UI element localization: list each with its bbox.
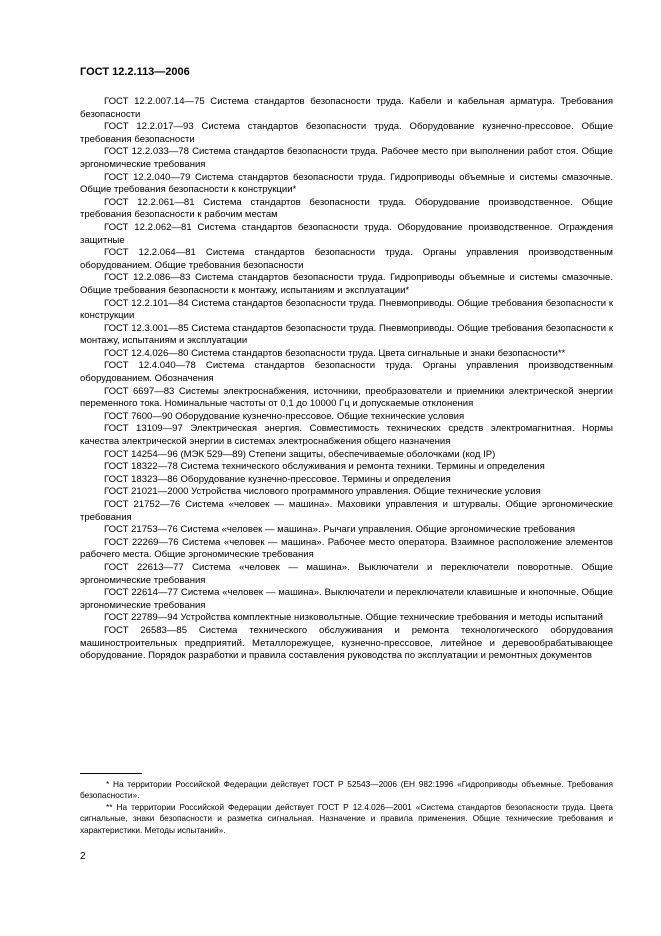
list-item: ГОСТ 12.4.040—78 Система стандартов безопасности труда. Органы управления производственным оборудованием. Обозначения — [80, 360, 613, 385]
footnote-divider — [80, 773, 142, 774]
footnote: * На территории Российской Федерации действует ГОСТ Р 52543—2006 (ЕН 982:1996 «Гидроприводы объемные. Требования безопасности». — [80, 779, 613, 801]
list-item: ГОСТ 12.2.086—83 Система стандартов безопасности труда. Гидроприводы объемные и системы смазочные. Общие требования безопасности к монтажу, испытаниям и эксплуатации* — [80, 272, 613, 296]
list-item: ГОСТ 21753—76 Система «человек — машина». Рычаги управления. Общие эргономические требования — [104, 524, 576, 536]
list-item: ГОСТ 22614—77 Система «человек — машина». Выключатели и переключатели клавишные и кнопочные. Общие эргономические требования — [80, 587, 613, 611]
document-header: ГОСТ 12.2.113—2006 — [80, 66, 190, 78]
list-item: ГОСТ 21021—2000 Устройства числового программного управления. Общие технические условия — [104, 486, 541, 498]
list-item: ГОСТ 12.2.017—93 Система стандартов безопасности труда. Оборудование кузнечно-прессовое. Общие требования безопасности — [80, 121, 613, 145]
list-item: ГОСТ 21752—76 Система «человек — машина». Маховики управления и штурвалы. Общие эргономические требования — [80, 499, 613, 523]
list-item: ГОСТ 22613—77 Система «человек — машина». Выключатели и переключатели поворотные. Общие эргономические требования — [80, 561, 613, 586]
list-item: ГОСТ 7600—90 Оборудование кузнечно-прессовое. Общие технические условия — [104, 410, 465, 422]
list-item: ГОСТ 12.2.033—78 Система стандартов безопасности труда. Рабочее место при выполнении работ стоя. Общие эргономические требования — [80, 146, 613, 170]
list-item: ГОСТ 18323—86 Оборудование кузнечно-прессовое. Термины и определения — [104, 473, 451, 485]
list-item: ГОСТ 22269—76 Система «человек — машина». Рабочее место оператора. Взаимное расположение элементов рабочего места. Общие эргономические требования — [80, 536, 613, 561]
page-number: 2 — [80, 851, 86, 862]
list-item: ГОСТ 22789—94 Устройства комплектные низковольтные. Общие технические требования и методы испытаний — [104, 612, 603, 624]
list-item: ГОСТ 12.2.007.14—75 Система стандартов безопасности труда. Кабели и кабельная арматура. Требования безопасности — [80, 96, 613, 120]
list-item: ГОСТ 6697—83 Системы электроснабжения, источники, преобразователи и приемники электрической энергии переменного тока. Номинальные частоты от 0,1 до 10000 Гц и допускаемые отклонения — [80, 385, 613, 410]
list-item: ГОСТ 12.4.026—80 Система стандартов безопасности труда. Цвета сигнальные и знаки безопасности** — [104, 347, 566, 359]
list-item: ГОСТ 12.3.001—85 Система стандартов безопасности труда. Пневмоприводы. Общие требования безопасности к монтажу, испытаниям и эксплуатации — [80, 322, 613, 347]
list-item: ГОСТ 13109—97 Электрическая энергия. Совместимость технических средств электромагнитная. Нормы качества электрической энергии в системах электроснабжения общего назначения — [80, 423, 613, 448]
list-item: ГОСТ 12.2.062—81 Система стандартов безопасности труда. Оборудование производственное. Ограждения защитные — [80, 221, 613, 246]
list-item: ГОСТ 12.2.064—81 Система стандартов безопасности труда. Органы управления производственным оборудованием. Общие требования безопасности — [80, 247, 613, 271]
footnote: ** На территории Российской Федерации действует ГОСТ Р 12.4.026—2001 «Система стандартов безопасности труда. Цвета сигнальные, знаки безопасности и разметка сигнальная. Назначение и правила применения. Общие технические требования и характеристики. Методы испытаний». — [80, 801, 613, 835]
list-item: ГОСТ 26583—85 Система технического обслуживания и ремонта технологического оборудования машиностроительных предприятий. Металлорежущее, кузнечно-прессовое, литейное и деревообрабатывающее оборудование. Порядок разработки и правила составления руководства по эксплуатации и ремонтных документов — [80, 624, 613, 662]
list-item: ГОСТ 14254—96 (МЭК 529—89) Степени защиты, обеспечиваемые оболочками (код IP) — [104, 448, 496, 460]
list-item: ГОСТ 18322—78 Система технического обслуживания и ремонта техники. Термины и определения — [104, 461, 545, 473]
footnotes — [80, 779, 613, 836]
list-item: ГОСТ 12.2.101—84 Система стандартов безопасности труда. Пневмоприводы. Общие требования безопасности к конструкции — [80, 297, 613, 322]
list-item: ГОСТ 12.2.061—81 Система стандартов безопасности труда. Оборудование производственное. Общие требования безопасности к рабочим местам — [80, 196, 613, 221]
list-item: ГОСТ 12.2.040—79 Система стандартов безопасности труда. Гидроприводы объемные и системы смазочные. Общие требования безопасности к конструкции* — [80, 171, 613, 196]
standards-list — [80, 96, 613, 663]
